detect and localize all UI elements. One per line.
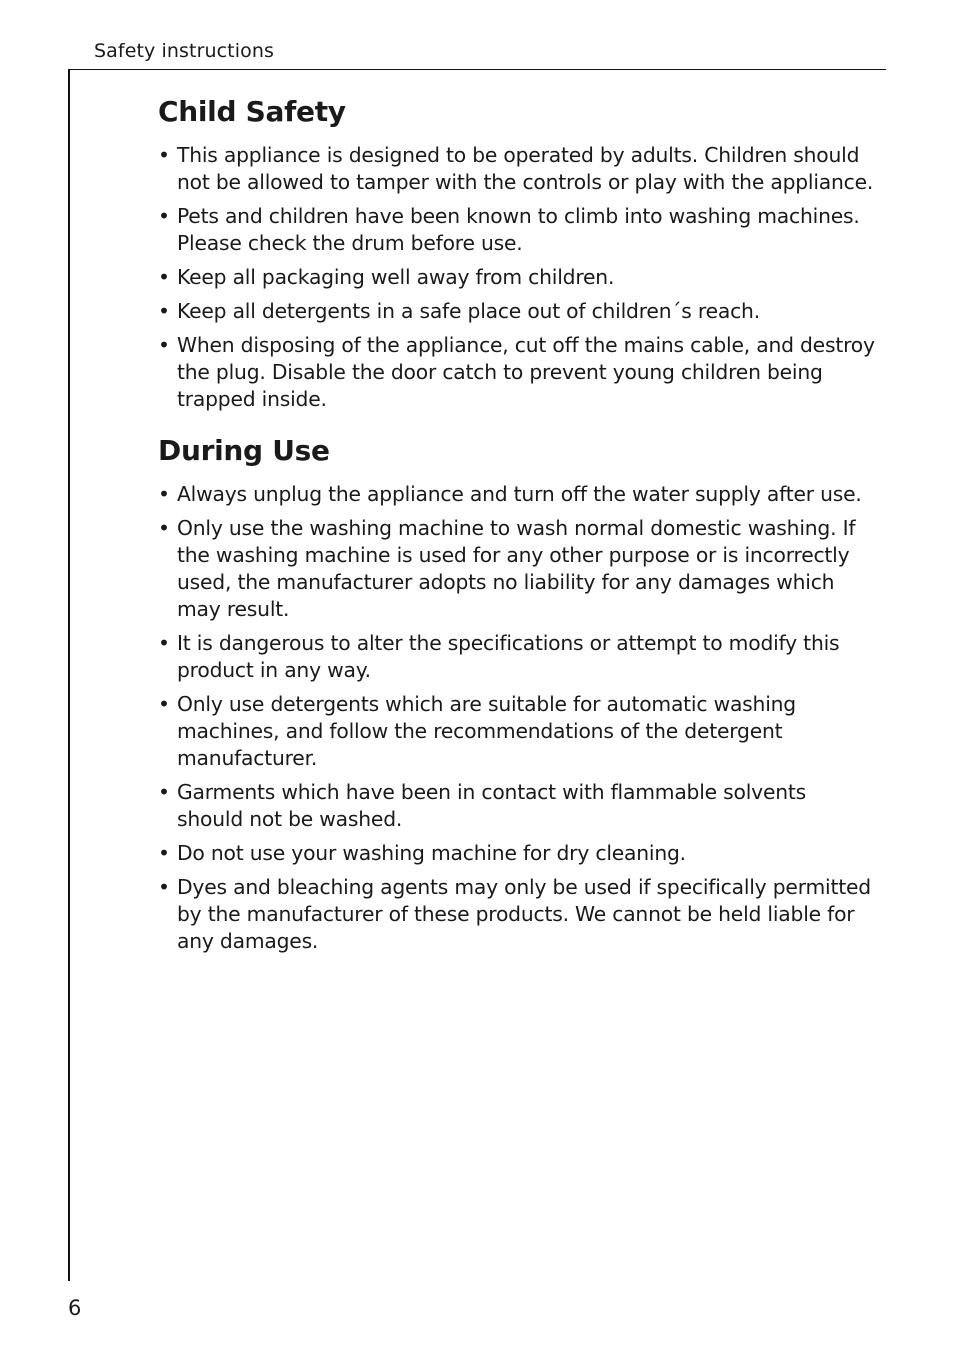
bullet-icon: •: [158, 143, 170, 167]
list-item-text: When disposing of the appliance, cut off the mains cable, and destroy the plug. Disable the door catch to prevent young children being trapped inside.: [177, 333, 875, 411]
bullet-icon: •: [158, 204, 170, 228]
bullet-icon: •: [158, 482, 170, 506]
bullet-icon: •: [158, 875, 170, 899]
list-item-text: Do not use your washing machine for dry cleaning.: [177, 841, 686, 865]
list-item: [158, 332, 878, 413]
bullet-list: [158, 481, 878, 955]
list-item: [158, 874, 878, 955]
list-item: [158, 481, 878, 508]
list-item: [158, 142, 878, 196]
list-item-text: This appliance is designed to be operated by adults. Children should not be allowed to tamper with the controls or play with the appliance.: [177, 143, 874, 194]
list-item: [158, 691, 878, 772]
list-item-text: Only use detergents which are suitable for automatic washing machines, and follow the recommendations of the detergent manufacturer.: [177, 692, 796, 770]
bullet-icon: •: [158, 516, 170, 540]
list-item-text: Garments which have been in contact with flammable solvents should not be washed.: [177, 780, 807, 831]
running-header: Safety instructions: [94, 40, 274, 62]
bullet-icon: •: [158, 780, 170, 804]
list-item-text: Dyes and bleaching agents may only be used if specifically permitted by the manufacturer of these products. We cannot be held liable for any damages.: [177, 875, 871, 953]
section-child-safety: [158, 92, 878, 413]
bullet-icon: •: [158, 692, 170, 716]
list-item: [158, 515, 878, 623]
bullet-icon: •: [158, 265, 170, 289]
bullet-icon: •: [158, 333, 170, 357]
section-heading: During Use: [158, 434, 330, 467]
list-item: [158, 840, 878, 867]
bullet-list: [158, 142, 878, 413]
section-heading: Child Safety: [158, 95, 346, 128]
list-item-text: It is dangerous to alter the specifications or attempt to modify this product in any way.: [177, 631, 840, 682]
list-item-text: Pets and children have been known to climb into washing machines. Please check the drum before use.: [177, 204, 860, 255]
bullet-icon: •: [158, 841, 170, 865]
list-item: [158, 203, 878, 257]
list-item: [158, 630, 878, 684]
bullet-icon: •: [158, 299, 170, 323]
list-item-text: Keep all detergents in a safe place out of children´s reach.: [177, 299, 760, 323]
list-item: [158, 264, 878, 291]
page-content: [158, 92, 878, 962]
margin-rule: [68, 69, 70, 1281]
header-divider: [68, 69, 886, 70]
list-item-text: Keep all packaging well away from children.: [177, 265, 615, 289]
list-item-text: Always unplug the appliance and turn off the water supply after use.: [177, 482, 862, 506]
page-number: 6: [68, 1296, 82, 1320]
list-item: [158, 298, 878, 325]
bullet-icon: •: [158, 631, 170, 655]
list-item-text: Only use the washing machine to wash normal domestic washing. If the washing machine is used for any other purpose or is incorrectly used, the manufacturer adopts no liability for any damages which may result.: [177, 516, 856, 621]
list-item: [158, 779, 878, 833]
section-during-use: [158, 431, 878, 955]
